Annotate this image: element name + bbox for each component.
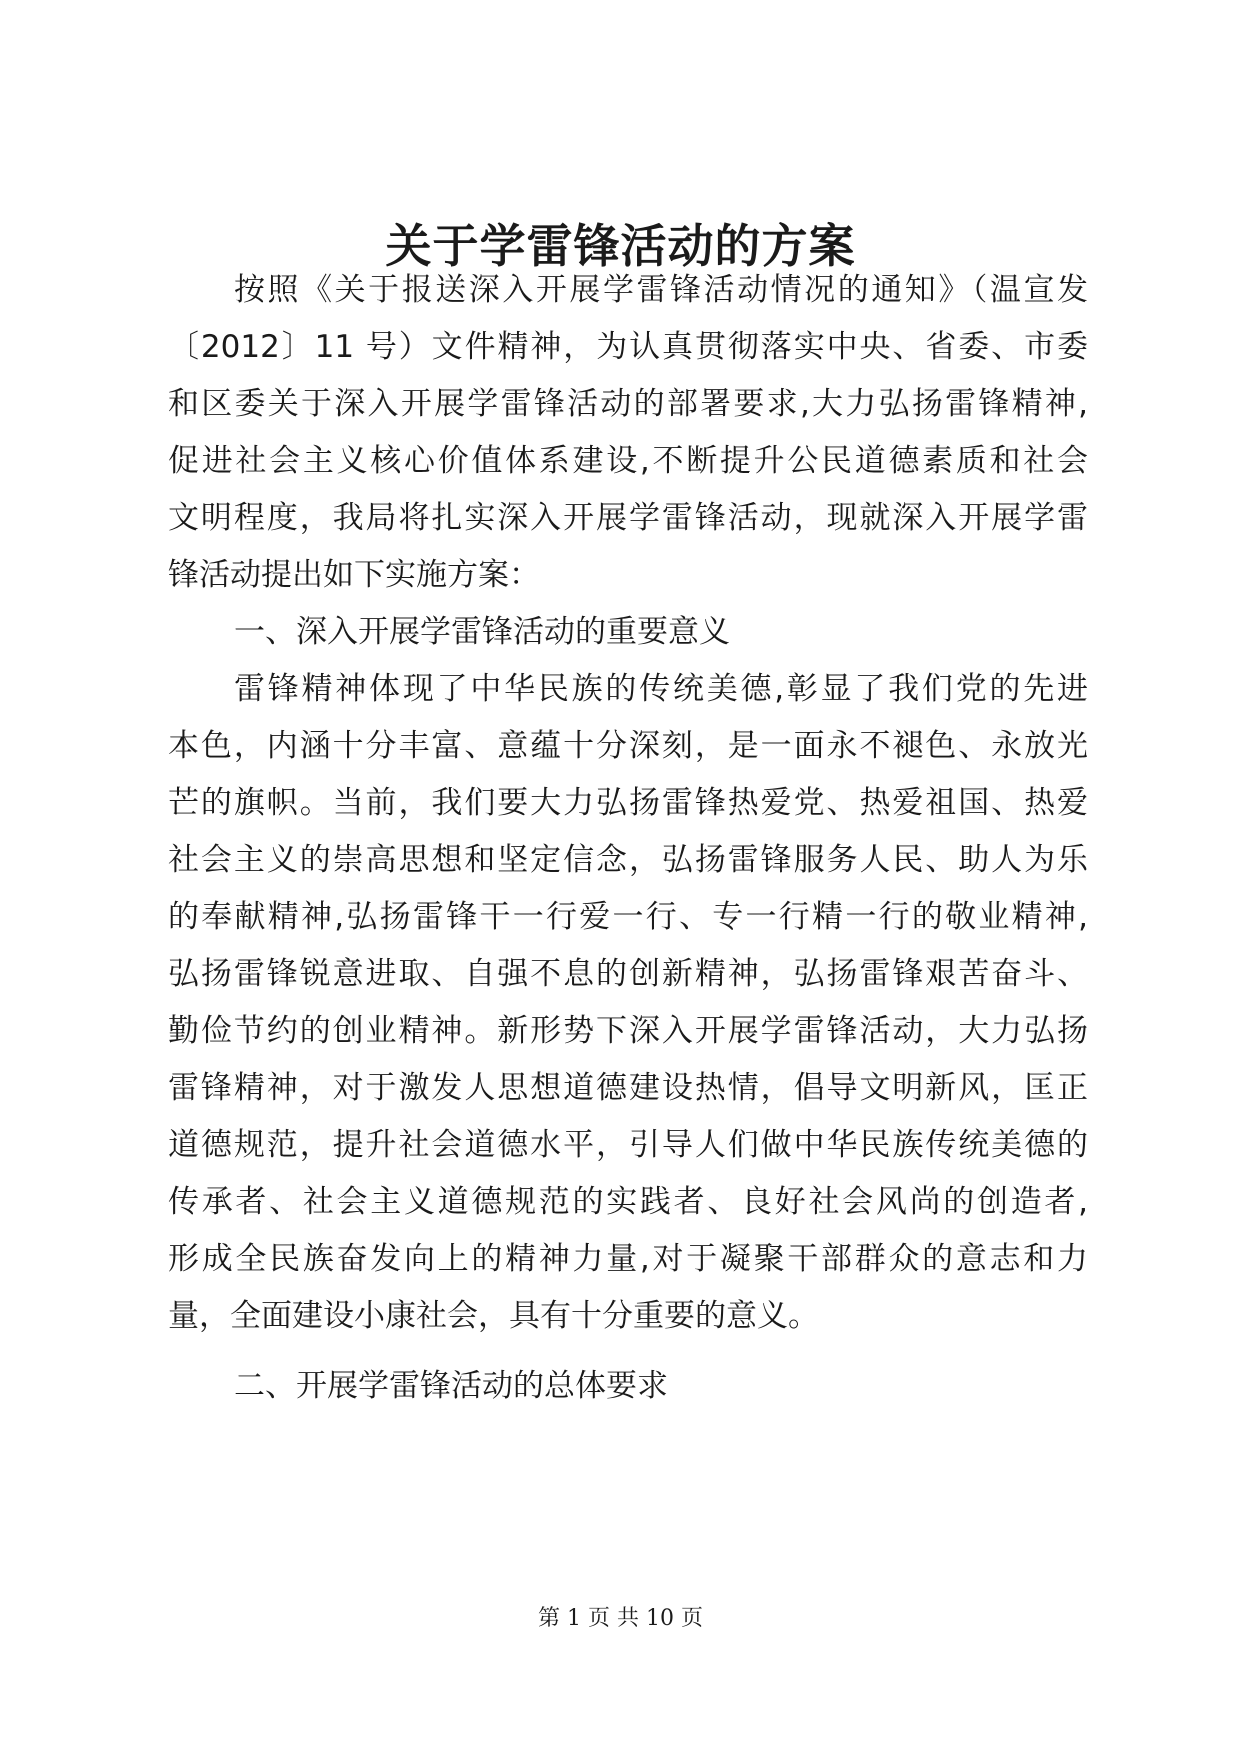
paragraph-line: 的奉献精神,弘扬雷锋干一行爱一行、专一行精一行的敬业精神, <box>168 899 1088 935</box>
section-heading: 一、深入开展学雷锋活动的重要意义 <box>234 614 730 650</box>
paragraph-line: 社会主义的崇高思想和坚定信念，弘扬雷锋服务人民、助人为乐 <box>168 842 1088 878</box>
paragraph-line: 〔2012〕11 号）文件精神，为认真贯彻落实中央、省委、市委 <box>168 329 1088 365</box>
paragraph-line: 道德规范，提升社会道德水平，引导人们做中华民族传统美德的 <box>168 1127 1088 1163</box>
paragraph-line: 本色，内涵十分丰富、意蕴十分深刻，是一面永不褪色、永放光 <box>168 728 1088 764</box>
paragraph-line: 芒的旗帜。当前，我们要大力弘扬雷锋热爱党、热爱祖国、热爱 <box>168 785 1088 821</box>
page-footer: 第 1 页 共 10 页 <box>538 1606 703 1631</box>
document-title: 关于学雷锋活动的方案 <box>385 219 856 273</box>
paragraph-line: 按照《关于报送深入开展学雷锋活动情况的通知》（温宣发 <box>234 272 1088 308</box>
paragraph-line: 勤俭节约的创业精神。新形势下深入开展学雷锋活动，大力弘扬 <box>168 1013 1088 1049</box>
paragraph-line: 雷锋精神，对于激发人思想道德建设热情，倡导文明新风，匡正 <box>168 1070 1088 1106</box>
paragraph-line: 形成全民族奋发向上的精神力量,对于凝聚干部群众的意志和力 <box>168 1241 1088 1277</box>
section-heading: 二、开展学雷锋活动的总体要求 <box>234 1368 668 1404</box>
paragraph-line: 锋活动提出如下实施方案： <box>168 557 540 593</box>
paragraph-line: 弘扬雷锋锐意进取、自强不息的创新精神，弘扬雷锋艰苦奋斗、 <box>168 956 1088 992</box>
paragraph-line: 和区委关于深入开展学雷锋活动的部署要求,大力弘扬雷锋精神, <box>168 386 1088 422</box>
paragraph-line: 促进社会主义核心价值体系建设,不断提升公民道德素质和社会 <box>168 443 1088 479</box>
paragraph-line: 量，全面建设小康社会，具有十分重要的意义。 <box>168 1298 819 1334</box>
paragraph-line: 传承者、社会主义道德规范的实践者、良好社会风尚的创造者, <box>168 1184 1088 1220</box>
paragraph-line: 雷锋精神体现了中华民族的传统美德,彰显了我们党的先进 <box>234 671 1088 707</box>
paragraph-line: 文明程度，我局将扎实深入开展学雷锋活动，现就深入开展学雷 <box>168 500 1088 536</box>
